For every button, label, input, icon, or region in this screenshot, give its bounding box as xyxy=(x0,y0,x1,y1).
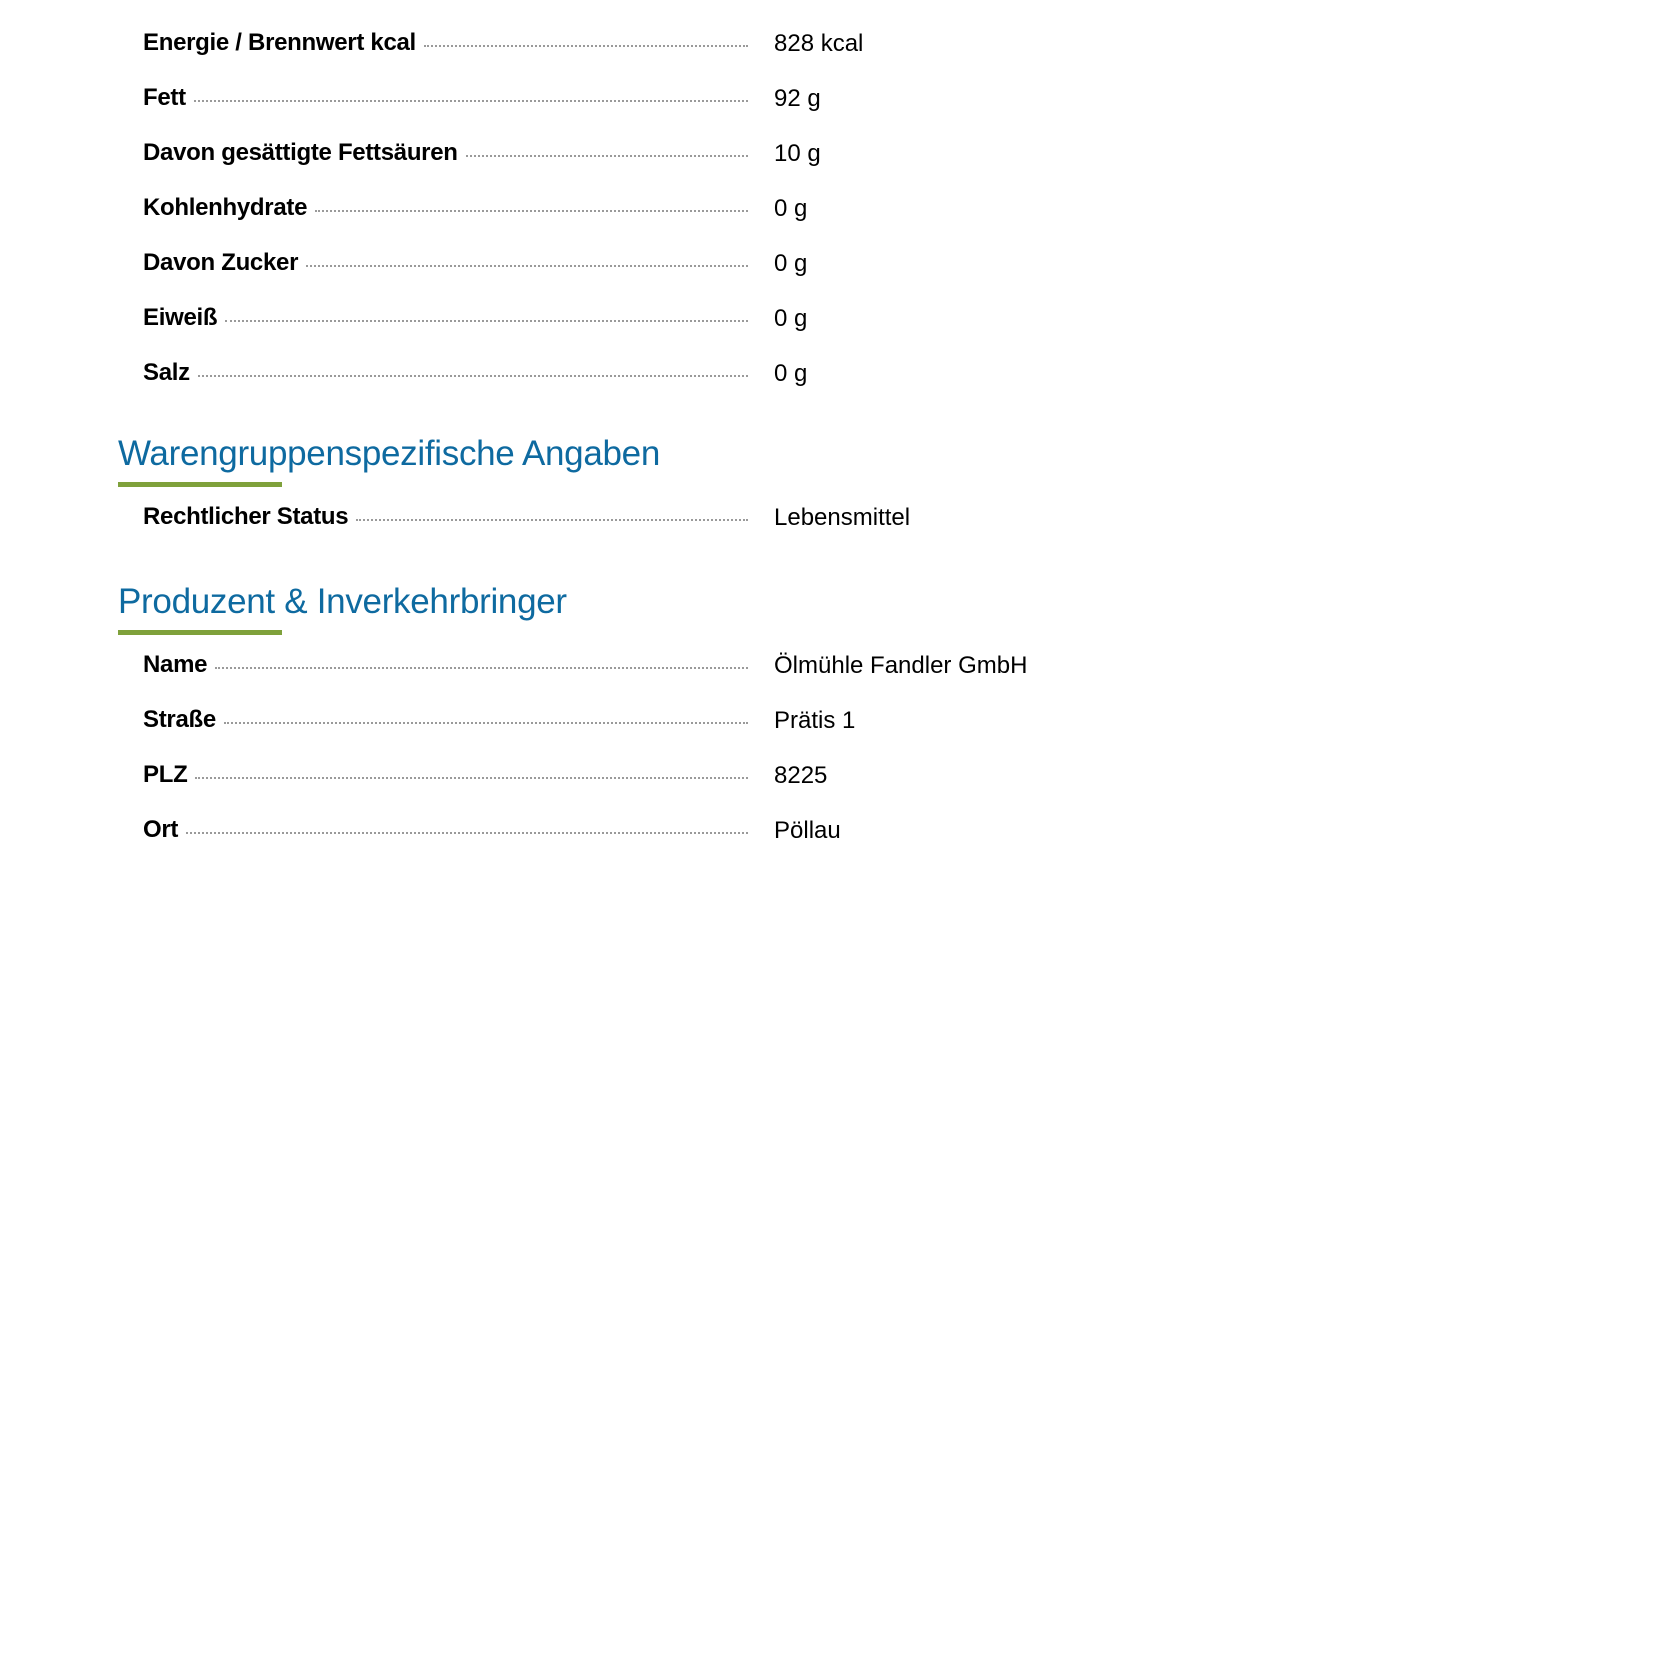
row-value: Lebensmittel xyxy=(774,504,911,531)
row-label-container xyxy=(143,358,748,388)
product-group-row-legal-status xyxy=(143,502,1143,557)
row-value: Prätis 1 xyxy=(774,707,856,734)
row-label: Fett xyxy=(143,84,186,111)
nutrition-row-fat xyxy=(143,83,1143,138)
leader-dots xyxy=(356,519,748,521)
leader-dots xyxy=(195,777,748,779)
leader-dots xyxy=(198,375,748,377)
row-label-container xyxy=(143,705,748,735)
row-label-container xyxy=(143,502,748,532)
row-label-container xyxy=(143,138,748,168)
row-value: 92 g xyxy=(774,85,821,112)
section-underline xyxy=(118,630,282,635)
row-label-container xyxy=(143,815,748,845)
nutrition-row-protein xyxy=(143,303,1143,358)
leader-dots xyxy=(215,667,748,669)
producer-row-name xyxy=(143,650,1143,705)
nutrition-row-sugar xyxy=(143,248,1143,303)
product-group-table xyxy=(143,502,1143,557)
row-value: 0 g xyxy=(774,250,808,277)
producer-table xyxy=(143,650,1143,870)
row-label: Davon gesättigte Fettsäuren xyxy=(143,139,458,166)
producer-row-city xyxy=(143,815,1143,870)
row-label-container xyxy=(143,760,748,790)
row-label-container xyxy=(143,193,748,223)
row-label: Salz xyxy=(143,359,190,386)
row-label: Rechtlicher Status xyxy=(143,503,349,530)
row-value: 828 kcal xyxy=(774,30,864,57)
leader-dots xyxy=(194,100,748,102)
row-value: 0 g xyxy=(774,195,808,222)
leader-dots xyxy=(186,832,748,834)
row-value: 10 g xyxy=(774,140,821,167)
row-value: 0 g xyxy=(774,305,808,332)
nutrition-row-energy xyxy=(143,28,1143,83)
leader-dots xyxy=(306,265,748,267)
row-label: PLZ xyxy=(143,761,188,788)
section-underline xyxy=(118,482,282,487)
leader-dots xyxy=(315,210,748,212)
row-label: Energie / Brennwert kcal xyxy=(143,29,416,56)
leader-dots xyxy=(224,722,748,724)
producer-row-street xyxy=(143,705,1143,760)
producer-row-postal-code xyxy=(143,760,1143,815)
row-label-container xyxy=(143,303,748,333)
leader-dots xyxy=(225,320,748,322)
row-label: Eiweiß xyxy=(143,304,218,331)
nutrition-row-salt xyxy=(143,358,1143,413)
row-label: Kohlenhydrate xyxy=(143,194,308,221)
row-label: Straße xyxy=(143,706,216,733)
row-value: 0 g xyxy=(774,360,808,387)
row-label: Name xyxy=(143,651,208,678)
row-value: Pöllau xyxy=(774,817,841,844)
nutrition-row-saturated-fat xyxy=(143,138,1143,193)
row-label: Ort xyxy=(143,816,179,843)
row-label-container xyxy=(143,248,748,278)
nutrition-row-carbohydrates xyxy=(143,193,1143,248)
leader-dots xyxy=(466,155,748,157)
row-label-container xyxy=(143,650,748,680)
row-label-container xyxy=(143,83,748,113)
section-title-product-group: Warengruppenspezifische Angaben xyxy=(118,434,661,473)
nutrition-table xyxy=(143,28,1143,413)
section-title-producer: Produzent & Inverkehrbringer xyxy=(118,582,567,621)
row-label: Davon Zucker xyxy=(143,249,299,276)
leader-dots xyxy=(424,45,748,47)
row-value: 8225 xyxy=(774,762,828,789)
row-label-container xyxy=(143,28,748,58)
row-value: Ölmühle Fandler GmbH xyxy=(774,652,1028,679)
